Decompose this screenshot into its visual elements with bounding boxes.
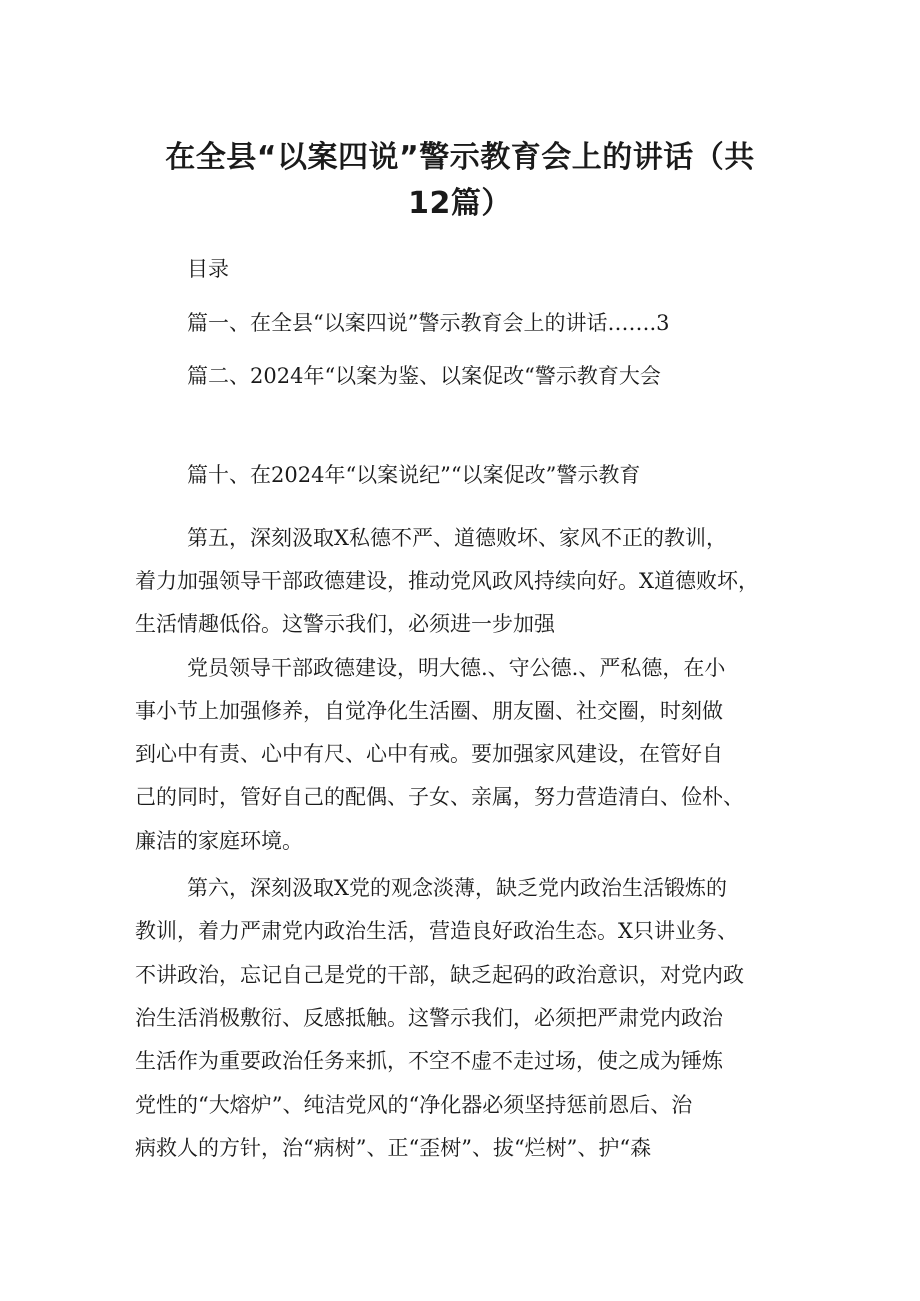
body-line: 着力加强领导干部政德建设，推动党风政风持续向好。X道德败坏， <box>135 569 759 593</box>
body-line: 病救人的方针，治“病树”、正“歪树”、拔“烂树”、护“森 <box>135 1136 652 1160</box>
body-line: 党员领导干部政德建设，明大德.、守公德.、严私德，在小 <box>187 656 726 680</box>
body-line: 事小节上加强修养，自觉净化生活圈、朋友圈、社交圈，时刻做 <box>135 699 723 723</box>
toc-entry: 篇二、2024年“以案为鉴、以案促改“警示教育大会 <box>187 364 661 388</box>
body-line: 不讲政治，忘记自己是党的干部，缺乏起码的政治意识，对党内政 <box>135 963 744 987</box>
toc-heading: 目录 <box>187 257 229 281</box>
body-line: 党性的“大熔炉”、纯洁党风的“净化器必须坚持惩前恩后、治 <box>135 1093 693 1117</box>
body-line: 治生活消极敷衍、反感抵触。这警示我们，必须把严肃党内政治 <box>135 1006 723 1030</box>
body-line: 教训，着力严肃党内政治生活，营造良好政治生态。X只讲业务、 <box>135 919 738 943</box>
document-title-line-1: 在全县“以案四说”警示教育会上的讲话（共 <box>165 140 755 175</box>
body-line: 第五，深刻汲取X私德不严、道德败坏、家风不正的教训， <box>187 526 727 550</box>
body-line: 生活作为重要政治任务来抓，不空不虚不走过场，使之成为锤炼 <box>135 1049 723 1073</box>
body-line: 廉洁的家庭环境。 <box>135 829 303 853</box>
body-line: 第六，深刻汲取X党的观念淡薄，缺乏党内政治生活锻炼的 <box>187 876 727 900</box>
body-line: 己的同时，管好自己的配偶、子女、亲属，努力营造清白、俭朴、 <box>135 785 744 809</box>
toc-entry: 篇一、在全县“以案四说”警示教育会上的讲话…….3 <box>187 311 670 335</box>
body-line: 到心中有责、心中有尺、心中有戒。要加强家风建设，在管好自 <box>135 742 723 766</box>
document-title-line-2: 12篇） <box>408 186 512 221</box>
toc-entry: 篇十、在2024年“以案说纪”“以案促改”警示教育 <box>187 463 641 487</box>
body-line: 生活情趣低俗。这警示我们，必须进一步加强 <box>135 612 555 636</box>
